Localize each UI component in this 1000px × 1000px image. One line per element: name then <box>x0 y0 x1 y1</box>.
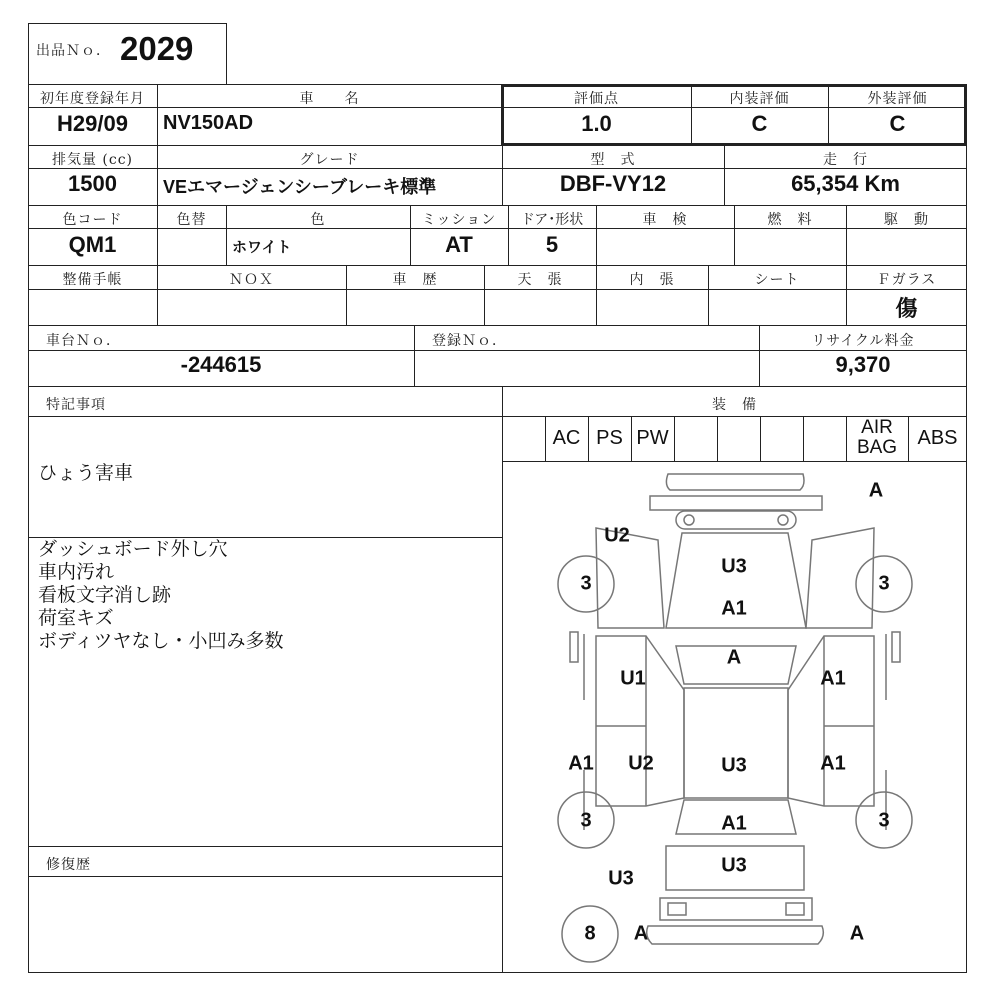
exterior-value: C <box>889 111 906 136</box>
doors-value: 5 <box>545 232 559 257</box>
remarks-detail: 看板文字消し跡 <box>38 584 172 606</box>
damage-mark: 8 <box>584 922 596 945</box>
damage-mark: A <box>868 479 884 502</box>
seat-label: シート <box>754 272 800 288</box>
damage-mark: 3 <box>580 809 592 832</box>
repair-label: 修復歴 <box>46 857 91 873</box>
damage-mark: 3 <box>878 809 890 832</box>
transmission-label: ミッション <box>421 212 497 228</box>
color-value: ホワイト <box>232 239 292 256</box>
car-name-label: 車 名 <box>299 91 360 107</box>
maintenance-label: 整備手帳 <box>62 272 123 288</box>
displacement-value: 1500 <box>68 171 117 196</box>
model-label: 型 式 <box>590 152 636 168</box>
equipment-airbag: AIR BAG <box>856 417 898 458</box>
recycle-label: リサイクル料金 <box>811 333 915 349</box>
damage-mark: U3 <box>721 854 747 877</box>
remarks-detail: ダッシュボード外し穴 <box>38 538 228 560</box>
equipment-ac: AC <box>552 427 581 449</box>
damage-mark: A1 <box>721 812 747 835</box>
damage-mark: 3 <box>580 572 592 595</box>
color-change-label: 色替 <box>176 212 207 228</box>
color-label: 色 <box>310 212 326 228</box>
grade-label: グレード <box>299 152 360 168</box>
first-reg-value: H29/09 <box>57 111 128 136</box>
score-label: 評価点 <box>574 91 619 107</box>
registration-label: 登録Ｎｏ． <box>432 333 507 349</box>
damage-mark: A1 <box>721 597 747 620</box>
history-label: 車 歴 <box>392 272 438 288</box>
equipment-abs: ABS <box>917 427 958 449</box>
damage-mark: U1 <box>620 667 646 690</box>
doors-label: ドア･形状 <box>520 212 584 228</box>
inner-lining-label: 内 張 <box>629 272 675 288</box>
damage-mark: U3 <box>721 555 747 578</box>
inspection-label: 車 検 <box>642 212 688 228</box>
nox-label: ＮＯＸ <box>229 272 274 288</box>
damage-mark: 3 <box>878 572 890 595</box>
car-name-value: NV150AD <box>163 112 254 134</box>
displacement-label: 排気量 (cc) <box>51 152 134 168</box>
interior-value: C <box>751 111 768 136</box>
chassis-value: -244615 <box>180 352 262 377</box>
remarks-main: ひょう害車 <box>38 462 134 484</box>
mileage-value: 65,354 Km <box>791 171 900 196</box>
damage-mark: A1 <box>820 752 846 775</box>
damage-mark: A <box>849 922 865 945</box>
damage-mark: A1 <box>568 752 594 775</box>
recycle-value: 9,370 <box>835 352 891 377</box>
score-value: 1.0 <box>581 111 612 136</box>
grade-value: VEエマージェンシーブレーキ標準 <box>163 177 437 197</box>
lot-number: 2029 <box>120 30 194 67</box>
equipment-pw: PW <box>636 427 669 449</box>
equipment-ps: PS <box>596 427 623 449</box>
lot-number-label: 出品Ｎｏ． <box>36 43 111 59</box>
first-reg-label: 初年度登録年月 <box>40 91 145 107</box>
transmission-value: AT <box>445 232 473 257</box>
damage-mark: A <box>726 646 742 669</box>
remarks-detail: 車内汚れ <box>38 561 115 583</box>
damage-mark: U2 <box>628 752 654 775</box>
f-glass-value: 傷 <box>895 296 918 321</box>
interior-label: 内装評価 <box>729 91 790 107</box>
damage-mark: U3 <box>721 754 747 777</box>
car-damage-diagram <box>502 461 967 973</box>
chassis-label: 車台Ｎｏ． <box>46 333 121 349</box>
remarks-detail: 荷室キズ <box>38 607 114 629</box>
color-code-label: 色コード <box>62 212 123 228</box>
model-value: DBF-VY12 <box>559 171 667 196</box>
equipment-label: 装 備 <box>712 397 757 413</box>
color-code-value: QM1 <box>68 232 117 257</box>
damage-marks <box>568 479 889 944</box>
remarks-label: 特記事項 <box>46 397 106 413</box>
roof-label: 天 張 <box>517 272 563 288</box>
f-glass-label: Ｆガラス <box>876 272 937 288</box>
fuel-label: 燃 料 <box>767 212 813 228</box>
damage-mark: A1 <box>820 667 846 690</box>
damage-mark: U3 <box>608 867 634 890</box>
damage-mark: U2 <box>604 524 630 547</box>
exterior-label: 外装評価 <box>867 91 928 107</box>
mileage-label: 走 行 <box>823 152 868 168</box>
remarks-detail: ボディツヤなし・小凹み多数 <box>38 630 284 652</box>
drive-label: 駆 動 <box>884 212 929 228</box>
damage-mark: A <box>633 922 649 945</box>
